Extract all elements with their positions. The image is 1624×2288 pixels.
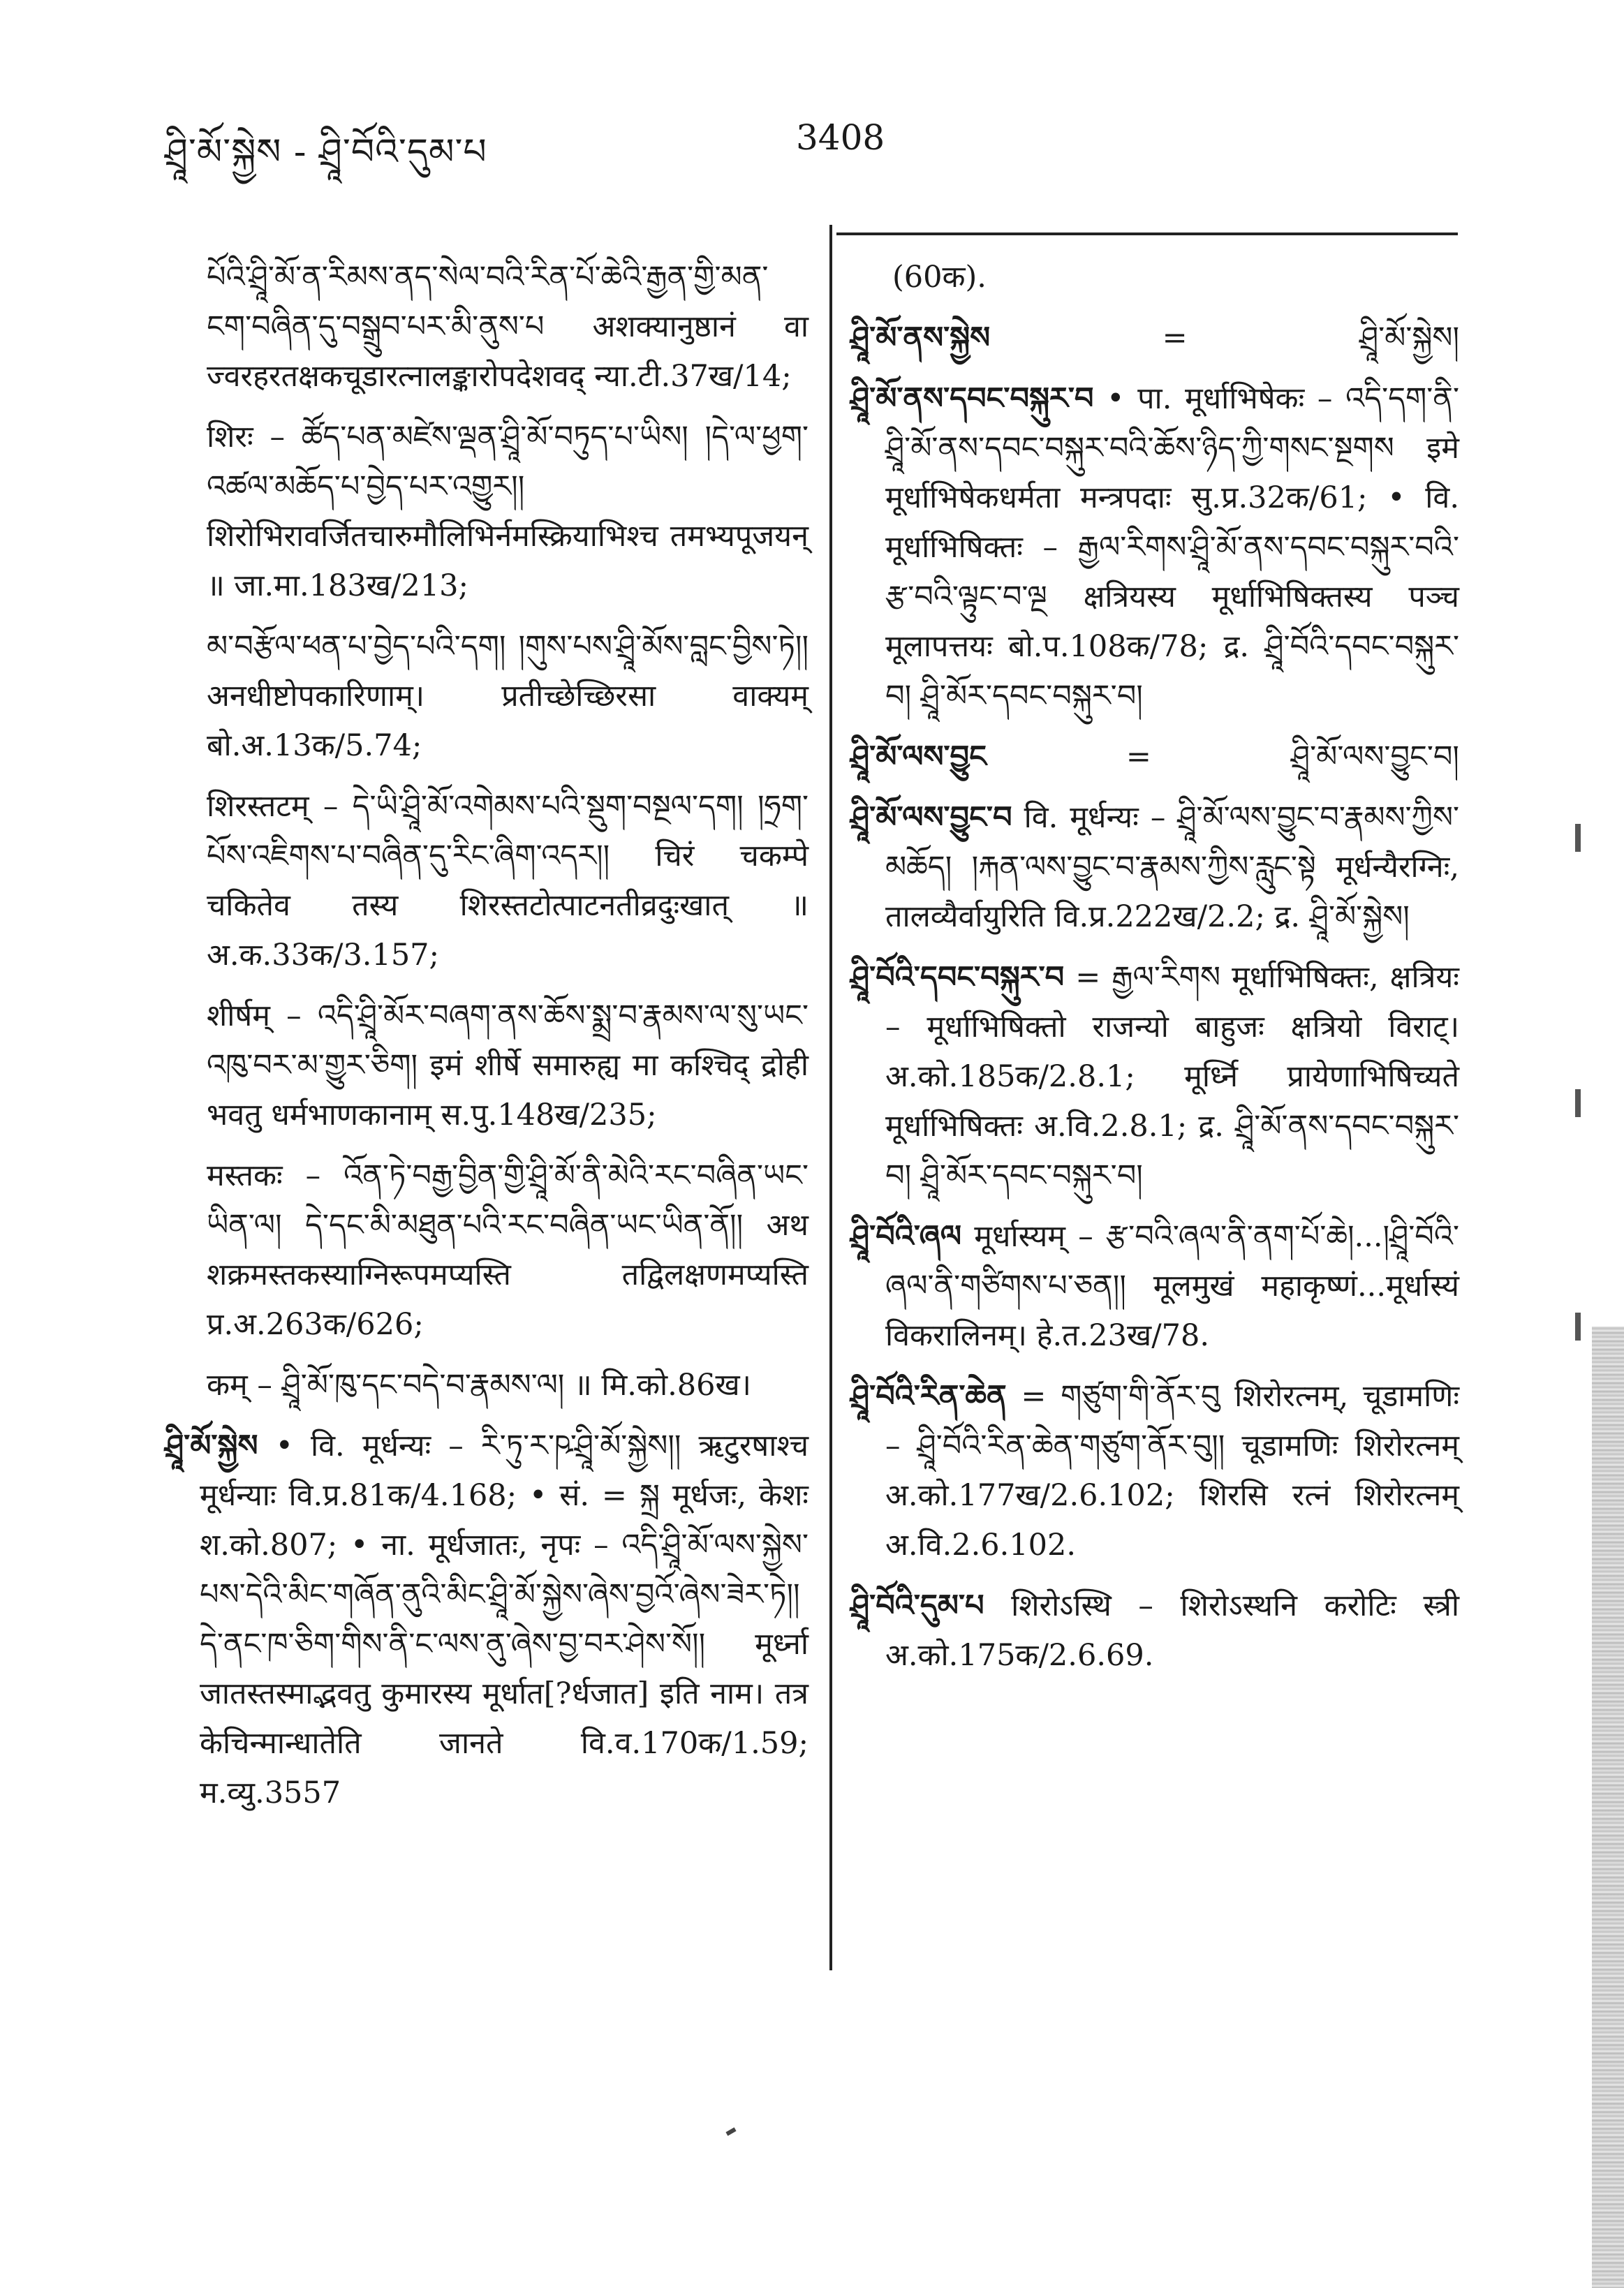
entry-headword: ཤྲཱི་བོའི་དུམ་པ xyxy=(850,1588,984,1623)
entry-headword: ཤྲཱི་བོའི་རིན་ཆེན xyxy=(850,1379,1007,1414)
margin-tick xyxy=(1575,1313,1581,1341)
stray-mark xyxy=(725,2127,736,2136)
equals-sign: = xyxy=(1125,739,1151,774)
running-head: ཤྲཱི་མོ་སྐྱེས - ཤྲཱི་བོའི་དུམ་པ xyxy=(165,131,487,173)
column-divider xyxy=(829,225,832,1970)
entry-target: ཤྲཱི་མོ་ལས་བྱུང་བ། xyxy=(1290,739,1459,774)
cross-reference-entry xyxy=(850,732,1459,782)
entry-headword: ཤྲཱི་བོའི་དབང་བསྐུར་བ xyxy=(850,960,1065,995)
entry-body: वि. मूर्धन्यः – ཤྲཱི་མོ་ལས་བྱུང་བ་རྣམས་ཀྱིས་མཆོད། །རྐན་ལས་བྱུང་བ་རྣམས་ཀྱིས་རླུང་སྟེ मूर्धन्यैरग्निः, तालव्यैर्वायुरिति वि.प्र.222ख/2.2; द्र. ཤྲཱི་མོ་སྐྱེས། xyxy=(885,800,1459,934)
entry-headword: ཤྲཱི་མོ་ལས་བྱུང xyxy=(850,739,987,774)
top-rule xyxy=(836,233,1458,235)
entry-headword: ཤྲཱི་མོ་ལས་བྱུང་བ xyxy=(850,800,1012,835)
entry-headword: ཤྲཱི་མོ་ནས་སྐྱེས xyxy=(850,320,991,355)
dictionary-entry xyxy=(850,1212,1459,1361)
entry-body: शिरोऽस्थि – शिरोऽस्थनि करोटिः स्त्री अ.को.175क/2.6.69. xyxy=(885,1588,1459,1673)
right-column xyxy=(850,253,1459,1692)
left-paragraph: शीर्षम् – འདི་ཤྲཱི་མོར་བཞག་ནས་ཆོས་སྨྲ་བ་རྣམས་ལ་སུ་ཡང་འཁུ་བར་མ་གྱུར་ཅིག། इमं शीर्षे समारुह्य मा कश्चिद् द्रोही भवतु धर्मभाणकानाम् स.पु.148ख/235; xyxy=(207,998,809,1132)
left-paragraph: པོའི་ཤྲཱི་མོ་ན་རིམས་ནད་སེལ་བའི་རིན་པོ་ཆེའི་རྒྱན་གྱི་མན་ངག་བཞིན་དུ་བསྒྲུབ་པར་མི་ནུས་པ अशक्यानुष्ठानं वा ज्वरहरतक्षकचूडारत्नालङ्कारोपदेशवद् न्या.टी.37ख/14; xyxy=(207,260,809,394)
dictionary-entry xyxy=(850,793,1459,942)
left-column xyxy=(165,253,809,1829)
entry-body: = རྒྱལ་རིགས मूर्धाभिषिक्तः, क्षत्रियः – मूर्धाभिषिक्तो राजन्यो बाहुजः क्षत्रियो विराट्। अ.को.185क/2.8.1; मूर्ध्नि प्रायेणाभिषिच्यते मूर्धाभिषिक्तः अ.वि.2.8.1; द्र. ཤྲཱི་མོ་ནས་དབང་བསྐུར་བ། ཤྲཱི་མོར་དབང་བསྐུར་བ། xyxy=(885,960,1459,1193)
left-paragraph: མ་བརྩོལ་ཕན་པ་བྱེད་པའི་དག། །གུས་པས་ཤྲཱི་མོས་བླང་བྱིས་ཏེ།། अनधीष्टोपकारिणाम्। प्रतीच्छेच्छिरसा वाक्यम् बो.अ.13क/5.74; xyxy=(207,629,809,763)
dictionary-entry xyxy=(165,1422,809,1818)
entry-body: = གཙུག་གི་ནོར་བུ शिरोरत्नम्, चूडामणिः – ཤྲཱི་བོའི་རིན་ཆེན་གཙུག་ནོར་བུ།། चूडामणिः शिरोरत्नम् अ.को.177ख/2.6.102; शिरसि रत्नं शिरोरत्नम् अ.वि.2.6.102. xyxy=(885,1379,1460,1563)
left-paragraph: शिरस्तटम् – དེ་ཡི་ཤྲཱི་མོ་འགེམས་པའི་སྡུག་བསྔལ་དག། །ཧྲག་པོས་འཇིགས་པ་བཞིན་དུ་རིང་ཞིག་འདར།། चिरं चकम्पे चकितेव तस्य शिरस्तटोत्पाटनतीव्रदुःखात् ॥ अ.क.33क/3.157; xyxy=(207,789,809,973)
dictionary-entry xyxy=(850,953,1459,1201)
entry-headword: ཤྲཱི་མོ་སྐྱེས xyxy=(165,1429,258,1463)
entry-body: • पा. मूर्धाभिषेकः – འདི་དག་ནི་ཤྲཱི་མོ་ནས་དབང་བསྐུར་བའི་ཆོས་ཉིད་ཀྱི་གསང་སྔགས इमे मूर्धाभिषेकधर्मता मन्त्रपदाः सु.प्र.32क/61; • वि. मूर्धाभिषिक्तः – རྒྱལ་རིགས་ཤྲཱི་མོ་ནས་དབང་བསྐུར་བའི་རྩ་བའི་ལྟུང་བ་ལྔ क्षत्रियस्य मूर्धाभिषिक्तस्य पञ्च मूलापत्तयः बो.प.108क/78; द्र. ཤྲཱི་བོའི་དབང་བསྐུར་བ། ཤྲཱི་མོར་དབང་བསྐུར་བ། xyxy=(885,381,1460,714)
dictionary-entry xyxy=(850,374,1459,721)
entry-body: • वि. मूर्धन्यः – རི་ཏུ་ར་ཥ་ཤྲཱི་མོ་སྐྱེས།། ऋटुरषाश्च मूर्धन्याः वि.प्र.81क/4.168; • सं. = སྐྲ मूर्धजः, केशः श.को.807; • ना. मूर्धजातः, नृपः – འདི་ཤྲཱི་མོ་ལས་སྐྱེས་པས་དེའི་མིང་གཞོན་ནུའི་མིང་ཤྲཱི་མོ་སྐྱེས་ཞེས་བྱའོ་ཞེས་ཟེར་ཏེ།། དེ་ནང་ཁ་ཅིག་གིས་ནི་ང་ལས་ནུ་ཞེས་བྱ་བར་ཤེས་སོ།། मूर्ध्ना जातस्तस्माद्भवतु कुमारस्य मूर्धात[?र्धजात] इति नाम। तत्र केचिन्मान्धातेति जानते वि.व.170क/1.59; म.व्यु.3557 xyxy=(200,1429,809,1810)
dictionary-entry xyxy=(850,1581,1459,1681)
left-paragraph: मस्तकः – འོན་ཏེ་བརྒྱ་བྱིན་གྱི་ཤྲཱི་མོ་ནི་མེའི་རང་བཞིན་ཡང་ཡིན་ལ། དེ་དང་མི་མཐུན་པའི་རང་བཞིན་ཡང་ཡིན་ནོ།། अथ शक्रमस्तकस्याग्निरूपमप्यस्ति तद्विलक्षणमप्यस्ति प्र.अ.263क/626; xyxy=(207,1158,809,1342)
entry-headword: ཤྲཱི་བོའི་ཞལ xyxy=(850,1219,962,1254)
margin-tick xyxy=(1575,1089,1581,1117)
entry-target: ཤྲཱི་མོ་སྐྱེས། xyxy=(1359,320,1459,355)
continuation-ref: (60क). xyxy=(892,260,987,295)
dictionary-entry xyxy=(850,1372,1459,1570)
page-number: 3408 xyxy=(796,117,885,158)
cross-reference-entry xyxy=(850,313,1459,363)
entry-headword: ཤྲཱི་མོ་ནས་དབང་བསྐུར་བ xyxy=(850,381,1094,416)
left-paragraph: कम् – ཤྲཱི་མོ་ཁུ་དང་བདེ་བ་རྣམས་ལ། ॥ मि.को.86ख। xyxy=(207,1368,751,1403)
left-paragraph: शिरः – ཚོད་པན་མཛེས་ལྡན་ཤྲཱི་མོ་བཏུད་པ་ཡིས། །དེ་ལ་ཕྱག་འཚལ་མཆོད་པ་བྱེད་པར་འགྱུར།། शिरोभिरावर्जितचारुमौलिभिर्नमस्क्रियाभिश्च तमभ्यपूजयन् ॥ जा.मा.183ख/213; xyxy=(207,420,809,603)
margin-tick xyxy=(1575,824,1581,852)
binding-edge-shadow xyxy=(1592,1327,1624,2288)
equals-sign: = xyxy=(1162,320,1188,355)
entry-body: मूर्धास्यम् – རྩ་བའི་ཞལ་ནི་ནག་པོ་ཆེ།...།ཤྲཱི་བོའི་ཞལ་ནི་གཙིགས་པ་ཅན།། मूलमुखं महाकृष्णं...मूर्धास्यं विकरालिनम्। हे.त.23ख/78. xyxy=(885,1219,1459,1353)
